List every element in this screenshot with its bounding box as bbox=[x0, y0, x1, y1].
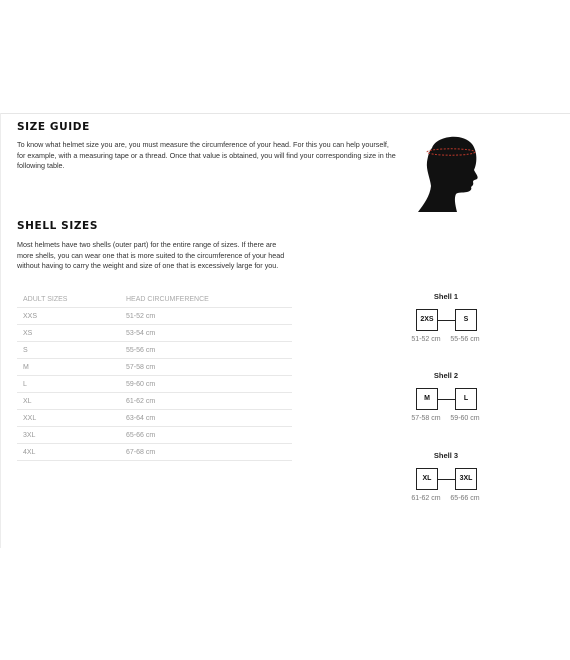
size-table bbox=[17, 292, 292, 461]
circumference-cell: 67-68 cm bbox=[126, 444, 292, 461]
shell-title: Shell 2 bbox=[433, 371, 459, 380]
size-cell: M bbox=[17, 359, 126, 376]
table-row bbox=[17, 410, 292, 427]
circumference-cell: 65-66 cm bbox=[126, 427, 292, 444]
table-header-row bbox=[17, 292, 292, 308]
head-silhouette bbox=[418, 137, 478, 212]
shell-range-left: 57-58 cm bbox=[411, 415, 441, 422]
size-guide-title: SIZE GUIDE bbox=[17, 121, 90, 133]
shell-connector-line bbox=[438, 399, 455, 400]
shell-range-left: 61-62 cm bbox=[411, 495, 441, 502]
shell-size-box-left: M bbox=[416, 388, 438, 410]
table-row bbox=[17, 444, 292, 461]
table-row bbox=[17, 427, 292, 444]
size-guide-intro: To know what helmet size you are, you must measure the circumference of your head. For this you can help yourself, for example, with a measuring tape or a thread. Once that value is obtained, you will find your corresponding size in the following table. bbox=[17, 140, 396, 171]
size-cell: XXS bbox=[17, 308, 126, 325]
shell-connector-line bbox=[438, 479, 455, 480]
size-cell: S bbox=[17, 342, 126, 359]
size-cell: 3XL bbox=[17, 427, 126, 444]
shell-ranges bbox=[405, 334, 487, 358]
shell-ranges bbox=[405, 493, 487, 517]
size-cell: 4XL bbox=[17, 444, 126, 461]
circumference-cell: 61-62 cm bbox=[126, 393, 292, 410]
circumference-cell: 59-60 cm bbox=[126, 376, 292, 393]
shell-range-right: 55-56 cm bbox=[450, 336, 480, 343]
shell-size-box-right: L bbox=[455, 388, 477, 410]
shell-ranges bbox=[405, 413, 487, 437]
circumference-cell: 55-56 cm bbox=[126, 342, 292, 359]
shell-3-group bbox=[405, 450, 487, 517]
shell-size-box-right: S bbox=[455, 309, 477, 331]
circumference-cell: 63-64 cm bbox=[126, 410, 292, 427]
size-cell: XL bbox=[17, 393, 126, 410]
shell-range-left: 51-52 cm bbox=[411, 336, 441, 343]
shell-range-right: 65-66 cm bbox=[450, 495, 480, 502]
col-header-adult-sizes: ADULT SIZES bbox=[17, 292, 126, 308]
table-row bbox=[17, 342, 292, 359]
shell-size-box-right: 3XL bbox=[455, 468, 477, 490]
table-row bbox=[17, 376, 292, 393]
col-header-head-circumference: HEAD CIRCUMFERENCE bbox=[126, 292, 292, 308]
shell-title: Shell 1 bbox=[433, 292, 459, 301]
shell-1-group bbox=[405, 291, 487, 358]
size-cell: XS bbox=[17, 325, 126, 342]
shell-sizes-title: SHELL SIZES bbox=[17, 220, 98, 232]
shell-size-boxes bbox=[405, 388, 487, 410]
shell-sizes-text: Most helmets have two shells (outer part) for the entire range of sizes. If there are more shells, you can wear one that is more suited to the circumference of your head without having to carry the weight and size of one that is excessively large for you. bbox=[17, 240, 285, 271]
shell-connector-line bbox=[438, 320, 455, 321]
shell-2-group bbox=[405, 370, 487, 437]
shell-range-right: 59-60 cm bbox=[450, 415, 480, 422]
table-row bbox=[17, 359, 292, 376]
head-measurement-icon bbox=[410, 130, 490, 212]
left-divider bbox=[0, 113, 1, 548]
size-cell: L bbox=[17, 376, 126, 393]
circumference-cell: 51-52 cm bbox=[126, 308, 292, 325]
top-divider bbox=[0, 113, 570, 114]
table-row bbox=[17, 393, 292, 410]
shell-size-box-left: XL bbox=[416, 468, 438, 490]
circumference-cell: 53-54 cm bbox=[126, 325, 292, 342]
circumference-cell: 57-58 cm bbox=[126, 359, 292, 376]
shell-size-box-left: 2XS bbox=[416, 309, 438, 331]
shell-title: Shell 3 bbox=[433, 451, 459, 460]
table-row bbox=[17, 325, 292, 342]
shell-size-boxes bbox=[405, 468, 487, 490]
size-cell: XXL bbox=[17, 410, 126, 427]
shell-size-boxes bbox=[405, 309, 487, 331]
table-row bbox=[17, 308, 292, 325]
